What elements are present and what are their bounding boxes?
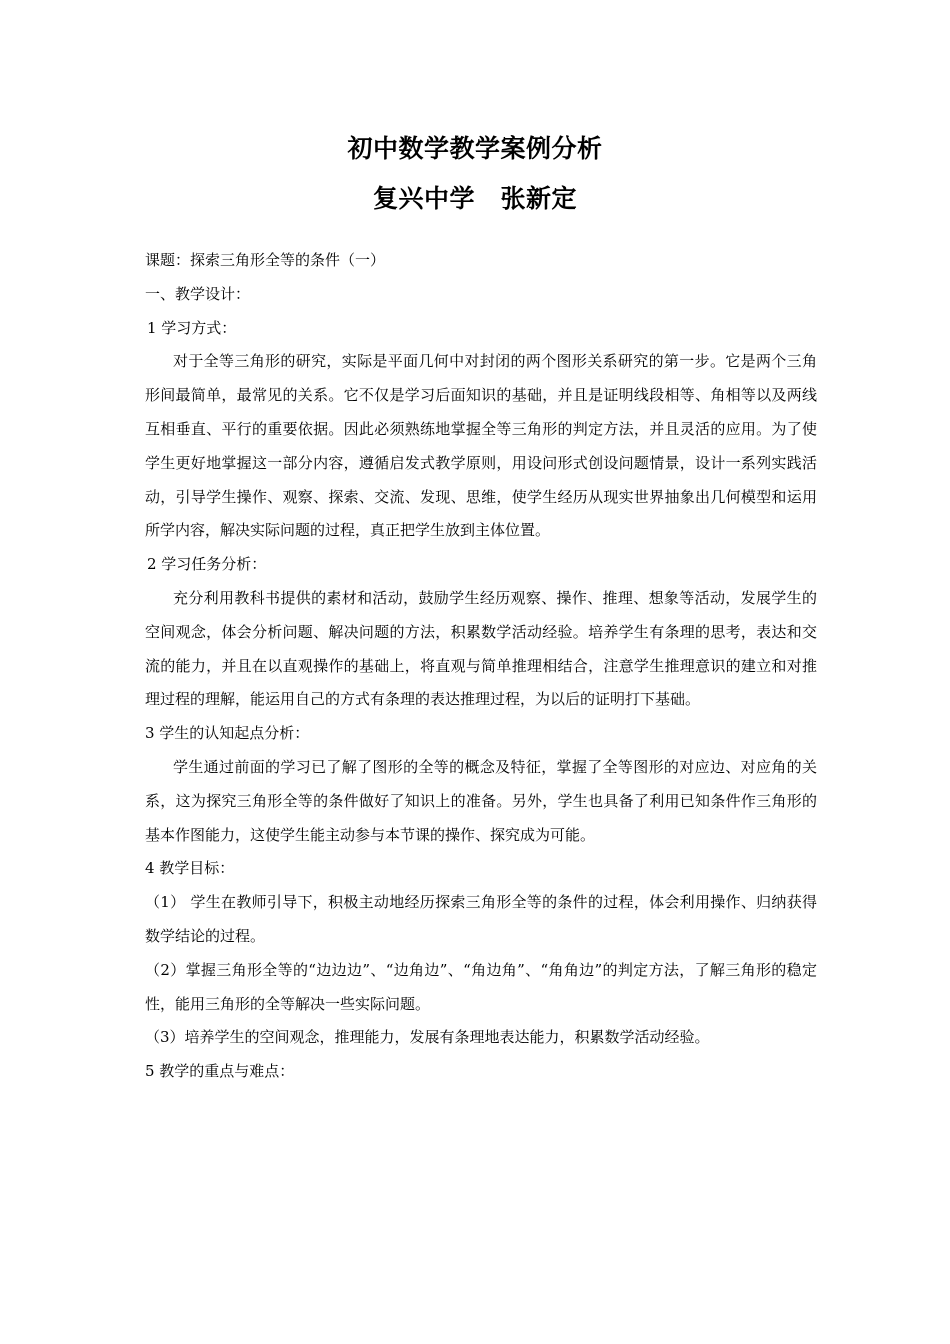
subheading-task-analysis: 2 学习任务分析： bbox=[147, 555, 267, 574]
paragraph-task-analysis: 充分利用教科书提供的素材和活动，鼓励学生经历观察、操作、推理、想象等活动，发展学生的空间观念，体会分析问题、解决问题的方法，积累数学活动经验。培养学生有条理的思考，表达和交流的能力，并且在以直观操作的基础上，将直观与简单推理相结合，注意学生推理意识的建立和对推理过程的理解，能运用自己的方式有条理的表达推理过程，为以后的证明打下基础。 bbox=[145, 588, 817, 709]
paragraph-cognitive-analysis: 学生通过前面的学习已了解了图形的全等的概念及特征，掌握了全等图形的对应边、对应角的关系，这为探究三角形全等的条件做好了知识上的准备。另外，学生也具备了利用已知条件作三角形的基本作图能力，这使学生能主动参与本节课的操作、探究成为可能。 bbox=[145, 757, 817, 844]
teaching-goal-1: （1） 学生在教师引导下，积极主动地经历探索三角形全等的条件的过程，体会利用操作、归纳获得数学结论的过程。 bbox=[145, 893, 817, 945]
subheading-learning-method: 1 学习方式： bbox=[147, 318, 237, 337]
subheading-key-points: 5 教学的重点与难点： bbox=[145, 1062, 295, 1081]
teaching-goal-3: （3）培养学生的空间观念，推理能力，发展有条理地表达能力，积累数学活动经验。 bbox=[145, 1028, 710, 1047]
lesson-topic: 课题：探索三角形全等的条件（一） bbox=[145, 251, 386, 269]
subheading-teaching-goals: 4 教学目标： bbox=[145, 859, 235, 878]
document-title: 初中数学教学案例分析 bbox=[347, 134, 603, 163]
paragraph-learning-method: 对于全等三角形的研究，实际是平面几何中对封闭的两个图形关系研究的第一步。它是两个三角形间最简单，最常见的关系。它不仅是学习后面知识的基础，并且是证明线段相等、角相等以及两线互相垂直、平行的重要依据。因此必须熟练地掌握全等三角形的判定方法，并且灵活的应用。为了使学生更好地掌握这一部分内容，遵循启发式教学原则，用设问形式创设问题情景，设计一系列实践活动，引导学生操作、观察、探索、交流、发现、思维，使学生经历从现实世界抽象出几何模型和运用所学内容，解决实际问题的过程，真正把学生放到主体位置。 bbox=[145, 352, 817, 540]
author-line: 复兴中学 张新定 bbox=[372, 184, 577, 213]
document-body bbox=[145, 244, 817, 1089]
teaching-goal-2: （2）掌握三角形全等的“边边边”、“边角边”、“角边角”、“角角边”的判定方法，了解三角形的稳定性，能用三角形的全等解决一些实际问题。 bbox=[145, 960, 817, 1013]
section-heading-design: 一、教学设计： bbox=[145, 284, 251, 303]
subheading-cognitive-analysis: 3 学生的认知起点分析： bbox=[145, 724, 310, 743]
